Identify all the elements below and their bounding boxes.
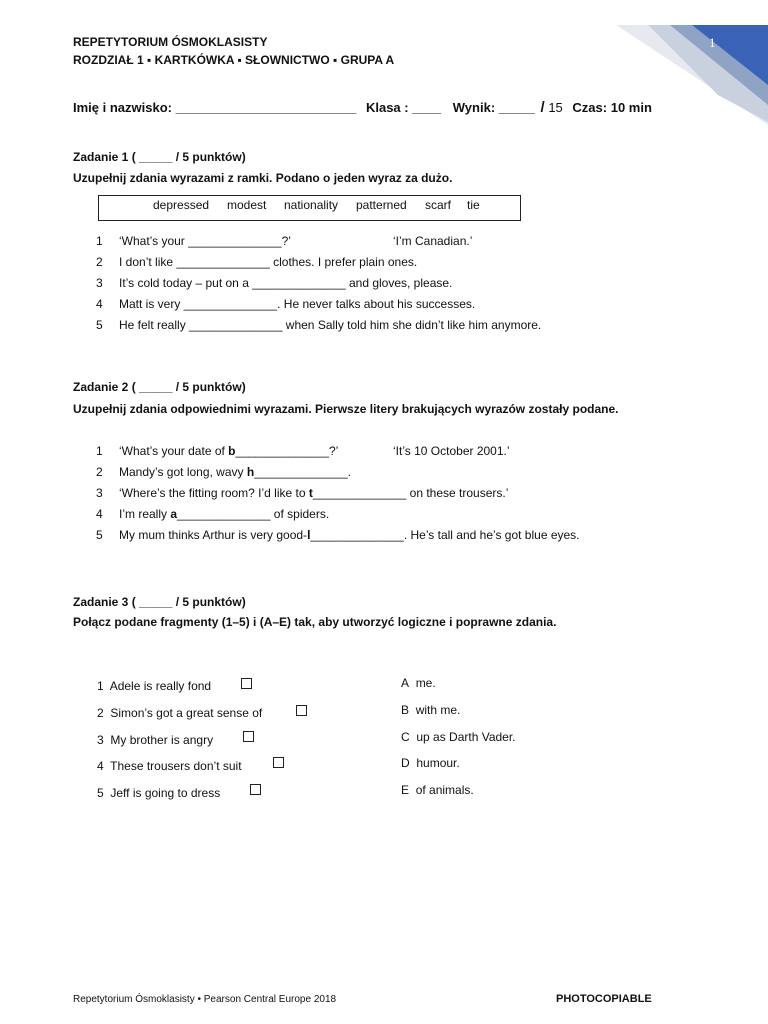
item-response: ‘I’m Canadian.’ <box>393 234 473 248</box>
score-slash: / <box>540 99 545 116</box>
match-left-item: 3 My brother is angry <box>97 733 214 747</box>
item-text: Matt is very ______________. He never talks about his successes. <box>119 297 476 311</box>
time-label: Czas: 10 min <box>572 100 652 115</box>
class-field[interactable]: Klasa : ____ <box>365 100 442 115</box>
item-number: 5 <box>96 528 103 542</box>
item-text: My mum thinks Arthur is very good-l______________. He’s tall and he’s got blue eyes. <box>119 528 580 542</box>
item-number: 2 <box>96 465 103 479</box>
match-right-item: A me. <box>401 676 436 690</box>
task3-instruction: Połącz podane fragmenty (1–5) i (A–E) tak, aby utworzyć logiczne i poprawne zdania. <box>73 615 557 629</box>
item-response: ‘It’s 10 October 2001.’ <box>393 444 510 458</box>
first-letter: b <box>228 444 236 458</box>
task3-title: Zadanie 3 ( _____ / 5 punktów) <box>73 595 246 609</box>
footer-copyright: Repetytorium Ósmoklasisty • Pearson Central Europe 2018 <box>73 994 337 1005</box>
item-number: 3 <box>96 276 103 290</box>
first-letter: h <box>246 465 255 479</box>
name-field[interactable]: Imię i nazwisko: _________________________ <box>73 100 357 115</box>
task2-instruction: Uzupełnij zdania odpowiednimi wyrazami. Pierwsze litery brakujących wyrazów zostały podane. <box>73 402 619 416</box>
score-field[interactable]: Wynik: _____ <box>452 100 535 115</box>
word-box-item: tie <box>467 198 480 212</box>
header-title: REPETYTORIUM ÓSMOKLASISTY <box>73 35 268 49</box>
match-left-item: 2 Simon’s got a great sense of <box>97 706 263 720</box>
item-number: 2 <box>96 255 103 269</box>
match-left-item: 4 These trousers don’t suit <box>97 759 242 773</box>
word-box-item: patterned <box>356 198 407 212</box>
task1-instruction: Uzupełnij zdania wyrazami z ramki. Podano o jeden wyraz za dużo. <box>73 171 453 185</box>
item-text: ‘What’s your date of b______________?’ <box>119 444 339 458</box>
header-subtitle: ROZDZIAŁ 1 ▪ KARTKÓWKA ▪ SŁOWNICTWO ▪ GRUPA A <box>73 53 395 67</box>
answer-checkbox[interactable] <box>296 705 307 716</box>
word-box <box>98 195 521 221</box>
item-text: I don’t like ______________ clothes. I prefer plain ones. <box>119 255 418 269</box>
item-number: 4 <box>96 297 103 311</box>
task2-title: Zadanie 2 ( _____ / 5 punktów) <box>73 380 246 394</box>
item-text: He felt really ______________ when Sally told him she didn’t like him anymore. <box>119 318 542 332</box>
first-letter: a <box>170 507 178 521</box>
item-text: Mandy’s got long, wavy h______________. <box>119 465 351 479</box>
item-number: 3 <box>96 486 103 500</box>
word-box-item: depressed <box>153 198 210 212</box>
match-right-item: B with me. <box>401 703 461 717</box>
item-text: ‘What’s your ______________?’ <box>119 234 291 248</box>
score-max: 15 <box>548 100 563 115</box>
word-box-item: scarf <box>425 198 452 212</box>
first-letter: l <box>307 528 311 542</box>
footer-photocopiable: PHOTOCOPIABLE <box>556 993 652 1005</box>
answer-checkbox[interactable] <box>243 731 254 742</box>
item-number: 1 <box>96 444 103 458</box>
word-box-item: nationality <box>284 198 339 212</box>
answer-checkbox[interactable] <box>250 784 261 795</box>
item-text: I’m really a______________ of spiders. <box>119 507 330 521</box>
item-text: ‘Where’s the fitting room? I’d like to t______________ on these trousers.’ <box>119 486 509 500</box>
first-letter: t <box>308 486 313 500</box>
item-number: 4 <box>96 507 103 521</box>
answer-checkbox[interactable] <box>241 678 252 689</box>
item-number: 1 <box>96 234 103 248</box>
match-left-item: 1 Adele is really fond <box>97 679 212 693</box>
answer-checkbox[interactable] <box>273 757 284 768</box>
page-number: 1 <box>709 35 716 50</box>
item-text: It’s cold today – put on a ______________ and gloves, please. <box>119 276 453 290</box>
name-bar <box>73 99 652 116</box>
match-right-item: C up as Darth Vader. <box>401 730 516 744</box>
match-left-item: 5 Jeff is going to dress <box>97 786 221 800</box>
word-box-item: modest <box>227 198 267 212</box>
item-number: 5 <box>96 318 103 332</box>
match-right-item: E of animals. <box>401 783 474 797</box>
match-right-item: D humour. <box>401 756 460 770</box>
task1-title: Zadanie 1 ( _____ / 5 punktów) <box>73 150 246 164</box>
